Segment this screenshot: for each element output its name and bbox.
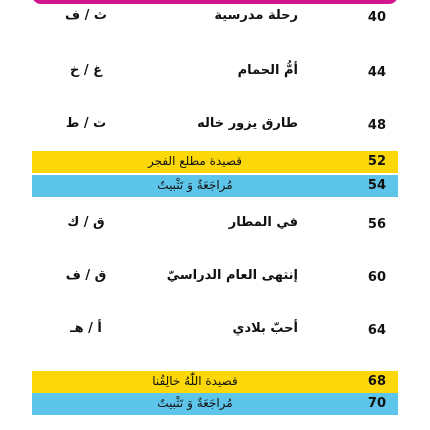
- top-accent-bar: [32, 0, 398, 4]
- page-number: 54: [367, 178, 386, 193]
- page-number: 64: [367, 323, 386, 338]
- poem-band: [32, 151, 398, 173]
- band-title: قصيدة اللّٰهُ خالِقُنا: [152, 374, 238, 388]
- lesson-row: [0, 266, 430, 290]
- band-title: مُراجَعَةٌ وَ تَثْبيتٌ: [157, 396, 233, 410]
- lesson-row: [0, 61, 430, 85]
- review-band: [32, 393, 398, 415]
- page-number: 52: [367, 154, 386, 169]
- page-number: 40: [367, 10, 386, 25]
- page-number: 60: [367, 270, 386, 285]
- lesson-title: في المطار: [228, 215, 298, 230]
- lesson-row: [0, 319, 430, 343]
- review-band: [32, 175, 398, 197]
- band-title: مُراجَعَةٌ وَ تَثْبيتٌ: [157, 178, 233, 192]
- lesson-letters: غ / خ: [69, 63, 103, 78]
- lesson-title: أحبّ بلادي: [232, 321, 298, 336]
- lesson-title: إنتهى العام الدراسيّ: [166, 268, 298, 283]
- page-number: 56: [367, 217, 386, 232]
- lesson-title: طارق يزور خاله: [197, 116, 298, 131]
- lesson-letters: ق / ف: [65, 268, 107, 283]
- lesson-row: [0, 6, 430, 30]
- lesson-letters: ت / ط: [65, 116, 107, 131]
- lesson-row: [0, 114, 430, 138]
- page-number: 48: [367, 118, 386, 133]
- lesson-title: رحلة مدرسية: [214, 8, 298, 23]
- lesson-letters: ق / ك: [67, 215, 105, 230]
- lesson-title: أمُّ الحمام: [237, 63, 298, 78]
- page-number: 44: [367, 65, 386, 80]
- lesson-row: [0, 213, 430, 237]
- page-number: 70: [367, 396, 386, 411]
- page-number: 68: [367, 374, 386, 389]
- lesson-letters: ث / ف: [65, 8, 107, 23]
- poem-band: [32, 371, 398, 393]
- band-title: قصيدة مطلع الفجر: [147, 154, 243, 168]
- lesson-letters: أ / هـ: [70, 321, 102, 336]
